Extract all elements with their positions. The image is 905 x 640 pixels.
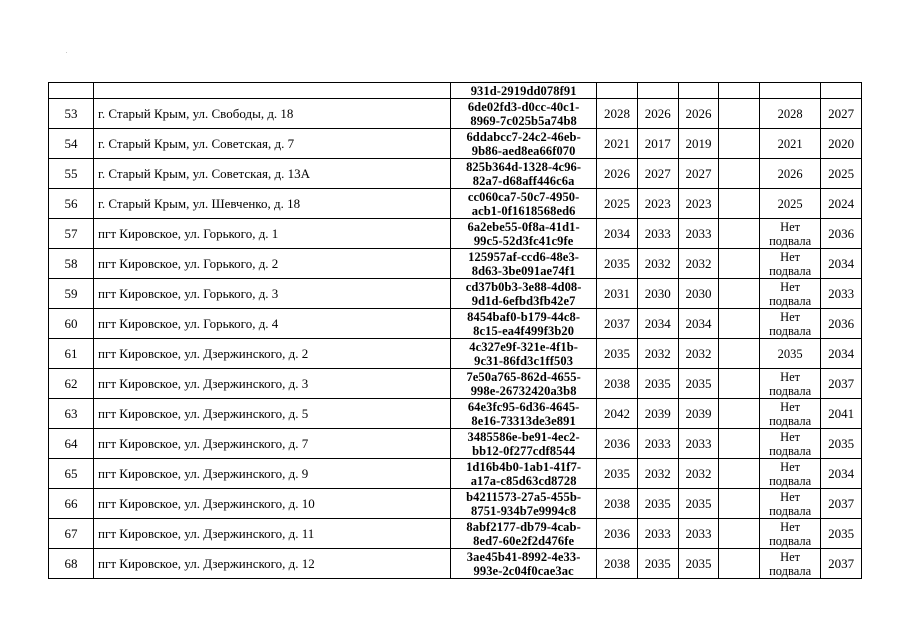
- cell-guid: 931d-2919dd078f91: [451, 83, 597, 99]
- cell-guid: [451, 99, 597, 129]
- cell-year: [678, 83, 719, 99]
- cell-address: пгт Кировское, ул. Горького, д. 4: [94, 309, 451, 339]
- cell-year: 2036: [821, 219, 862, 249]
- table-body: [49, 83, 862, 579]
- cell-basement: [760, 489, 821, 519]
- cell-guid-line-2: 99c5-52d3fc41c9fe: [473, 233, 574, 248]
- cell-empty: [719, 159, 760, 189]
- cell-empty: [719, 129, 760, 159]
- cell-guid: [451, 549, 597, 579]
- cell-guid: [451, 279, 597, 309]
- cell-guid-line-2: 8751-934b7e9994c8: [471, 503, 577, 518]
- cell-basement-line-2: подвала: [769, 413, 812, 428]
- cell-guid-line-1: 6a2ebe55-0f8a-41d1-: [467, 219, 580, 234]
- cell-year: 2020: [821, 129, 862, 159]
- cell-year: 2031: [597, 279, 638, 309]
- cell-guid-line-1: 6ddabcc7-24c2-46eb-: [466, 129, 581, 144]
- cell-guid-line-1: 3485586e-be91-4ec2-: [467, 429, 580, 444]
- cell-year: 2032: [637, 249, 678, 279]
- cell-year: 2024: [821, 189, 862, 219]
- cell-year: 2035: [637, 369, 678, 399]
- cell-basement: [760, 309, 821, 339]
- cell-guid-line-2: 8e16-73313de3e891: [471, 413, 576, 428]
- cell-empty: [719, 249, 760, 279]
- cell-address: пгт Кировское, ул. Дзержинского, д. 2: [94, 339, 451, 369]
- cell-basement-line-1: 2025: [777, 196, 803, 211]
- cell-basement-line-1: 2035: [777, 346, 803, 361]
- cell-basement-line-2: подвала: [769, 233, 812, 248]
- cell-year: 2033: [637, 429, 678, 459]
- cell-basement: [760, 99, 821, 129]
- cell-guid-line-2: bb12-0f277cdf8544: [472, 443, 576, 458]
- cell-address: пгт Кировское, ул. Дзержинского, д. 9: [94, 459, 451, 489]
- cell-year: 2032: [678, 339, 719, 369]
- cell-guid-line-1: 125957af-ccd6-48e3-: [468, 249, 580, 264]
- cell-empty: [719, 429, 760, 459]
- cell-basement-line-2: подвала: [769, 323, 812, 338]
- cell-year: [637, 83, 678, 99]
- cell-empty: [719, 489, 760, 519]
- cell-basement-line-1: Нет: [780, 309, 801, 324]
- table-row: [49, 429, 862, 459]
- cell-number: 66: [49, 489, 94, 519]
- cell-year: 2023: [678, 189, 719, 219]
- cell-basement-line-2: подвала: [769, 263, 812, 278]
- cell-guid-line-2: 8969-7c025b5a74b8: [470, 113, 577, 128]
- cell-guid-line-2: 8d63-3be091ae74f1: [471, 263, 576, 278]
- cell-year: 2026: [678, 99, 719, 129]
- cell-address: пгт Кировское, ул. Дзержинского, д. 3: [94, 369, 451, 399]
- cell-year: 2035: [678, 549, 719, 579]
- cell-guid-line-1: 7e50a765-862d-4655-: [466, 369, 581, 384]
- cell-year: 2035: [597, 459, 638, 489]
- cell-basement-line-1: 2021: [777, 136, 803, 151]
- cell-empty: [719, 369, 760, 399]
- cell-year: 2034: [821, 339, 862, 369]
- cell-address: пгт Кировское, ул. Горького, д. 3: [94, 279, 451, 309]
- cell-number: 62: [49, 369, 94, 399]
- cell-year: 2036: [821, 309, 862, 339]
- cell-year: 2037: [597, 309, 638, 339]
- cell-empty: [719, 99, 760, 129]
- cell-address: г. Старый Крым, ул. Шевченко, д. 18: [94, 189, 451, 219]
- cell-number: 55: [49, 159, 94, 189]
- cell-year: 2032: [678, 459, 719, 489]
- cell-basement-line-2: подвала: [769, 533, 812, 548]
- table-row: [49, 399, 862, 429]
- cell-guid-line-2: a17a-c85d63cd8728: [470, 473, 577, 488]
- cell-guid-line-2: 82a7-d68aff446c6a: [472, 173, 575, 188]
- cell-empty: [719, 279, 760, 309]
- cell-year: 2021: [597, 129, 638, 159]
- cell-year: 2036: [597, 519, 638, 549]
- cell-guid: [451, 399, 597, 429]
- cell-year: 2033: [637, 519, 678, 549]
- cell-number: 60: [49, 309, 94, 339]
- cell-guid: [451, 429, 597, 459]
- cell-guid-line-1: 4c327e9f-321e-4f1b-: [469, 339, 579, 354]
- cell-year: 2035: [637, 489, 678, 519]
- cell-basement-line-2: подвала: [769, 293, 812, 308]
- cell-number: 64: [49, 429, 94, 459]
- cell-year: 2038: [597, 489, 638, 519]
- cell-basement-line-1: Нет: [780, 459, 801, 474]
- cell-empty: [719, 339, 760, 369]
- cell-number: 54: [49, 129, 94, 159]
- cell-basement-line-2: подвала: [769, 473, 812, 488]
- cell-guid-line-1: cc060ca7-50c7-4950-: [467, 189, 580, 204]
- table-row: [49, 99, 862, 129]
- cell-year: 2027: [678, 159, 719, 189]
- table-row: [49, 459, 862, 489]
- table-row: [49, 369, 862, 399]
- cell-year: 2028: [597, 99, 638, 129]
- cell-empty: [719, 399, 760, 429]
- cell-basement-line-1: Нет: [780, 399, 801, 414]
- cell-year: 2030: [678, 279, 719, 309]
- cell-year: 2035: [678, 489, 719, 519]
- cell-empty: [719, 519, 760, 549]
- cell-year: 2034: [821, 249, 862, 279]
- cell-year: 2037: [821, 549, 862, 579]
- table-row: [49, 489, 862, 519]
- cell-basement-line-1: Нет: [780, 429, 801, 444]
- cell-basement-line-1: Нет: [780, 369, 801, 384]
- cell-empty: [719, 549, 760, 579]
- table-row: [49, 339, 862, 369]
- table-row: [49, 159, 862, 189]
- cell-empty: [719, 219, 760, 249]
- cell-number: 68: [49, 549, 94, 579]
- cell-year: 2025: [821, 159, 862, 189]
- table-row: [49, 549, 862, 579]
- cell-guid: [451, 159, 597, 189]
- cell-year: 2023: [637, 189, 678, 219]
- cell-year: 2041: [821, 399, 862, 429]
- cell-guid-line-1: 825b364d-1328-4c96-: [466, 159, 582, 174]
- cell-guid-line-1: 3ae45b41-8992-4e33-: [466, 549, 581, 564]
- cell-year: 2026: [597, 159, 638, 189]
- cell-guid: [451, 309, 597, 339]
- cell-address: г. Старый Крым, ул. Советская, д. 13А: [94, 159, 451, 189]
- cell-guid-line-2: 8ed7-60e2f2d476fe: [473, 533, 575, 548]
- cell-guid-line-2: 9d1d-6efbd3fb42e7: [471, 293, 576, 308]
- cell-guid: [451, 189, 597, 219]
- cell-number: 56: [49, 189, 94, 219]
- cell-year: 2032: [637, 459, 678, 489]
- cell-year: 2035: [678, 369, 719, 399]
- cell-year: 2035: [637, 549, 678, 579]
- cell-basement: [760, 129, 821, 159]
- cell-address: пгт Кировское, ул. Дзержинского, д. 10: [94, 489, 451, 519]
- cell-guid-line-1: cd37b0b3-3e88-4d08-: [465, 279, 582, 294]
- cell-address: г. Старый Крым, ул. Советская, д. 7: [94, 129, 451, 159]
- cell-year: 2027: [821, 99, 862, 129]
- cell-empty: [719, 83, 760, 99]
- cell-address: пгт Кировское, ул. Дзержинского, д. 11: [94, 519, 451, 549]
- cell-basement-line-1: Нет: [780, 489, 801, 504]
- cell-year: 2030: [637, 279, 678, 309]
- table-row: [49, 189, 862, 219]
- cell-basement-line-2: подвала: [769, 563, 812, 578]
- table-row: [49, 309, 862, 339]
- cell-basement-line-1: Нет: [780, 249, 801, 264]
- cell-year: 2033: [637, 219, 678, 249]
- cell-number: 61: [49, 339, 94, 369]
- cell-number: 59: [49, 279, 94, 309]
- cell-guid: [451, 219, 597, 249]
- cell-year: 2032: [637, 339, 678, 369]
- table-row: [49, 219, 862, 249]
- cell-guid: [451, 459, 597, 489]
- cell-basement: [760, 189, 821, 219]
- cell-basement: [760, 249, 821, 279]
- cell-basement: [760, 459, 821, 489]
- cell-basement: [760, 429, 821, 459]
- cell-guid: [451, 339, 597, 369]
- cell-guid-line-1: 8abf2177-db79-4cab-: [466, 519, 581, 534]
- cell-number: [49, 83, 94, 99]
- cell-guid-line-2: 9c31-86fd3c1ff503: [474, 353, 574, 368]
- cell-year: [597, 83, 638, 99]
- cell-number: 65: [49, 459, 94, 489]
- cell-year: 2035: [821, 429, 862, 459]
- cell-empty: [719, 459, 760, 489]
- cell-year: 2034: [597, 219, 638, 249]
- cell-year: 2042: [597, 399, 638, 429]
- cell-number: 67: [49, 519, 94, 549]
- cell-basement: [760, 399, 821, 429]
- cell-year: 2035: [597, 249, 638, 279]
- cell-guid-line-1: 8454baf0-b179-44c8-: [467, 309, 581, 324]
- cell-number: 53: [49, 99, 94, 129]
- cell-year: 2026: [637, 99, 678, 129]
- cell-address: пгт Кировское, ул. Дзержинского, д. 5: [94, 399, 451, 429]
- cell-year: 2032: [678, 249, 719, 279]
- cell-number: 63: [49, 399, 94, 429]
- cell-empty: [719, 309, 760, 339]
- cell-basement-line-1: 2028: [777, 106, 803, 121]
- cell-guid-line-2: 8c15-ea4f499f3b20: [473, 323, 575, 338]
- cell-year: 2038: [597, 549, 638, 579]
- scan-speck: [66, 52, 67, 53]
- cell-address: пгт Кировское, ул. Дзержинского, д. 12: [94, 549, 451, 579]
- cell-basement: [760, 369, 821, 399]
- cell-year: 2033: [678, 429, 719, 459]
- cell-basement-line-1: Нет: [780, 519, 801, 534]
- housing-registry-table: [48, 82, 862, 579]
- cell-guid: [451, 489, 597, 519]
- cell-address: [94, 83, 451, 99]
- cell-year: 2039: [678, 399, 719, 429]
- cell-number: 57: [49, 219, 94, 249]
- cell-address: г. Старый Крым, ул. Свободы, д. 18: [94, 99, 451, 129]
- cell-year: 2037: [821, 489, 862, 519]
- cell-year: 2034: [637, 309, 678, 339]
- cell-basement: [760, 279, 821, 309]
- cell-year: 2039: [637, 399, 678, 429]
- cell-year: 2033: [821, 279, 862, 309]
- table-row: [49, 129, 862, 159]
- cell-number: 58: [49, 249, 94, 279]
- cell-guid-line-1: 6de02fd3-d0cc-40c1-: [467, 99, 580, 114]
- cell-guid-line-1: 64e3fc95-6d36-4645-: [467, 399, 580, 414]
- cell-basement: [760, 83, 821, 99]
- table-row: [49, 519, 862, 549]
- cell-basement: [760, 519, 821, 549]
- cell-basement-line-2: подвала: [769, 443, 812, 458]
- cell-basement-line-2: подвала: [769, 383, 812, 398]
- cell-guid-line-2: 993e-2c04f0cae3ac: [473, 563, 574, 578]
- cell-year: 2037: [821, 369, 862, 399]
- cell-basement-line-2: подвала: [769, 503, 812, 518]
- cell-year: 2033: [678, 219, 719, 249]
- cell-guid: [451, 129, 597, 159]
- cell-basement: [760, 219, 821, 249]
- cell-basement: [760, 159, 821, 189]
- cell-empty: [719, 189, 760, 219]
- cell-year: 2017: [637, 129, 678, 159]
- cell-basement-line-1: Нет: [780, 549, 801, 564]
- cell-basement: [760, 549, 821, 579]
- table-row: [49, 249, 862, 279]
- table-row-fragment: [49, 83, 862, 99]
- cell-year: 2027: [637, 159, 678, 189]
- cell-year: 2033: [678, 519, 719, 549]
- cell-year: 2038: [597, 369, 638, 399]
- cell-guid: [451, 369, 597, 399]
- cell-year: 2034: [678, 309, 719, 339]
- cell-basement: [760, 339, 821, 369]
- cell-guid-line-1: 1d16b4b0-1ab1-41f7-: [466, 459, 582, 474]
- cell-guid: [451, 249, 597, 279]
- cell-basement-line-1: Нет: [780, 219, 801, 234]
- cell-basement-line-1: 2026: [777, 166, 803, 181]
- table-row: [49, 279, 862, 309]
- cell-year: 2035: [821, 519, 862, 549]
- cell-address: пгт Кировское, ул. Дзержинского, д. 7: [94, 429, 451, 459]
- cell-guid-line-2: 998e-26732420a3b8: [470, 383, 577, 398]
- cell-guid: [451, 519, 597, 549]
- cell-basement-line-1: Нет: [780, 279, 801, 294]
- cell-year: 2019: [678, 129, 719, 159]
- cell-year: 2035: [597, 339, 638, 369]
- cell-guid-line-2: 9b86-aed8ea66f070: [471, 143, 576, 158]
- cell-guid-line-2: acb1-0f1618568ed6: [471, 203, 576, 218]
- cell-year: 2036: [597, 429, 638, 459]
- cell-year: [821, 83, 862, 99]
- cell-guid-line-1: b4211573-27a5-455b-: [466, 489, 582, 504]
- cell-address: пгт Кировское, ул. Горького, д. 2: [94, 249, 451, 279]
- cell-year: 2025: [597, 189, 638, 219]
- cell-year: 2034: [821, 459, 862, 489]
- cell-address: пгт Кировское, ул. Горького, д. 1: [94, 219, 451, 249]
